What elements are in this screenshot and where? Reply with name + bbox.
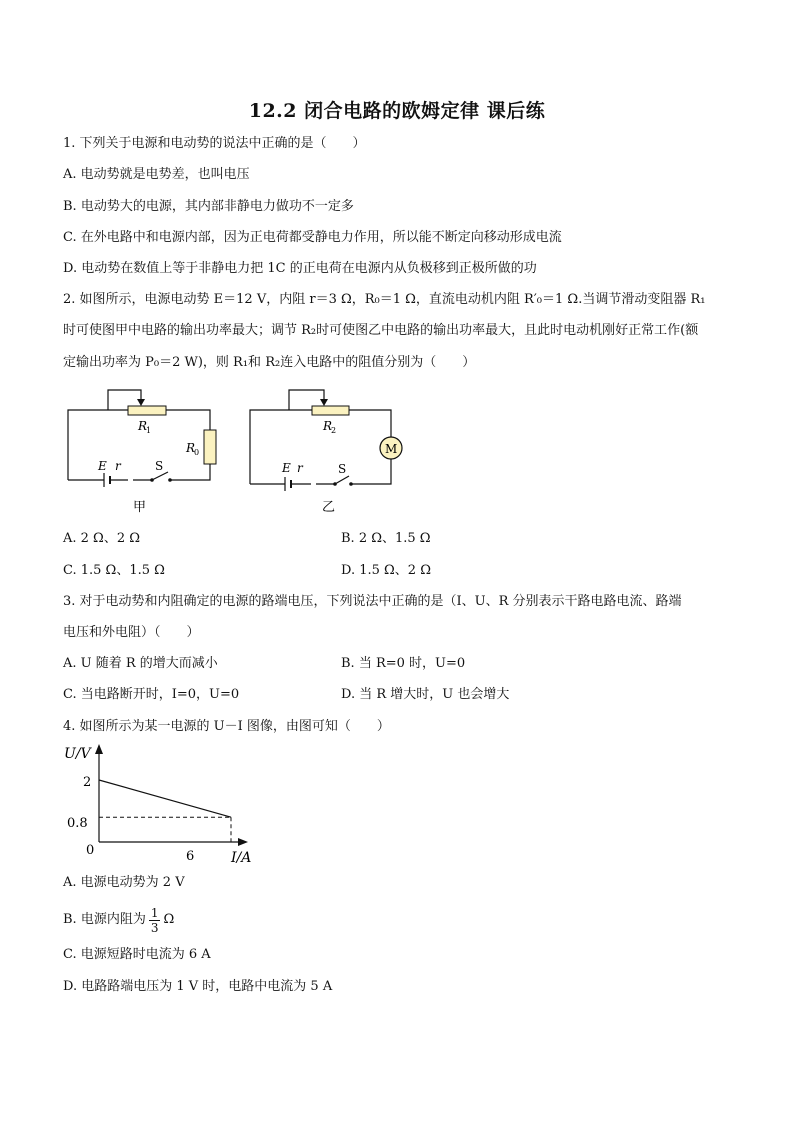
- slider-arrow: [320, 399, 328, 406]
- y-axis-arrow: [95, 744, 103, 754]
- q4-option-b-unit: Ω: [163, 912, 175, 927]
- q3-option-a: A. U 随着 R 的增大而减小: [63, 656, 218, 671]
- q4-option-b-text: B. 电源内阻为: [63, 912, 146, 927]
- page-title: 12.2 闭合电路的欧姆定律 课后练: [248, 100, 546, 122]
- q4-option-b: [63, 905, 174, 935]
- q1-option-c: C. 在外电路中和电源内部，因为正电荷都受静电力作用，所以能不断定向移动形成电流: [63, 230, 562, 245]
- y-tick-2: 2: [83, 775, 92, 790]
- label-switch: S: [338, 462, 347, 476]
- label-emf: E: [282, 461, 291, 475]
- label-internal-r: r: [297, 461, 303, 475]
- x-tick-6: 6: [186, 849, 195, 864]
- y-tick-0-8: 0.8: [67, 816, 88, 831]
- q4-option-a: A. 电源电动势为 2 V: [63, 875, 185, 890]
- fraction-numerator: 1: [150, 905, 159, 920]
- u-i-graph: [58, 740, 278, 870]
- switch-blade: [152, 472, 168, 480]
- label-r1-sub: 1: [146, 426, 152, 435]
- x-axis-arrow: [238, 838, 248, 846]
- label-switch: S: [155, 459, 164, 473]
- resistor-r0: [204, 430, 216, 464]
- q3-option-d: D. 当 R 增大时，U 也会增大: [341, 687, 510, 702]
- q1-option-b: B. 电动势大的电源，其内部非静电力做功不一定多: [63, 199, 354, 214]
- y-axis-label: U/V: [64, 746, 91, 762]
- circuit-diagram-yi: [245, 380, 415, 520]
- label-r0: R: [186, 441, 196, 455]
- q2-stem-line-1: 2. 如图所示，电源电动势 E＝12 V，内阻 r＝3 Ω，R₀＝1 Ω，直流电动机内阻 R′₀＝1 Ω.当调节滑动变阻器 R₁: [63, 292, 706, 307]
- q2-option-d: D. 1.5 Ω、2 Ω: [341, 563, 431, 578]
- q2-stem-line-3: 定输出功率为 P₀＝2 W)，则 R₁和 R₂连入电路中的阻值分别为（ ）: [63, 355, 476, 370]
- fraction-denominator: 3: [150, 920, 159, 935]
- switch-blade: [335, 476, 349, 484]
- circuit-diagram-jia: [60, 380, 230, 520]
- series-line: [99, 780, 231, 817]
- slider-arrow: [137, 399, 145, 406]
- origin-label: 0: [86, 843, 95, 858]
- x-axis-label: I/A: [231, 850, 252, 866]
- q4-option-c: C. 电源短路时电流为 6 A: [63, 947, 211, 962]
- q2-option-a: A. 2 Ω、2 Ω: [63, 531, 141, 546]
- q4-stem: 4. 如图所示为某一电源的 U－I 图像，由图可知（ ）: [63, 719, 390, 734]
- label-r0-sub: 0: [194, 448, 200, 457]
- label-motor: M: [385, 442, 398, 456]
- q1-stem: 1. 下列关于电源和电动势的说法中正确的是（ ）: [63, 136, 366, 151]
- label-r2: R: [323, 419, 333, 433]
- caption-yi: 乙: [322, 500, 336, 515]
- q1-option-d: D. 电动势在数值上等于非静电力把 1C 的正电荷在电源内从负极移到正极所做的功: [63, 261, 537, 276]
- rheostat-r1: [128, 406, 166, 415]
- label-internal-r: r: [115, 459, 121, 473]
- caption-jia: 甲: [133, 500, 147, 515]
- q3-option-b: B. 当 R=0 时，U=0: [341, 656, 466, 671]
- label-emf: E: [98, 459, 107, 473]
- label-r2-sub: 2: [331, 426, 337, 435]
- q3-stem-line-1: 3. 对于电动势和内阻确定的电源的路端电压，下列说法中正确的是（I、U、R 分别表示干路电路电流、路端: [63, 594, 682, 609]
- fraction-one-third: [149, 906, 161, 935]
- q2-stem-line-2: 时可使图甲中电路的输出功率最大；调节 R₂时可使图乙中电路的输出功率最大，且此时电动机刚好正常工作(额: [63, 323, 699, 338]
- q4-option-d: D. 电路路端电压为 1 V 时，电路中电流为 5 A: [63, 979, 333, 994]
- label-r1: R: [138, 419, 148, 433]
- q1-option-a: A. 电动势就是电势差，也叫电压: [63, 167, 250, 182]
- q2-option-b: B. 2 Ω、1.5 Ω: [341, 531, 431, 546]
- q3-stem-line-2: 电压和外电阻）（ ）: [63, 625, 200, 640]
- rheostat-r2: [312, 406, 349, 415]
- q3-option-c: C. 当电路断开时，I=0，U=0: [63, 687, 240, 702]
- q2-option-c: C. 1.5 Ω、1.5 Ω: [63, 563, 165, 578]
